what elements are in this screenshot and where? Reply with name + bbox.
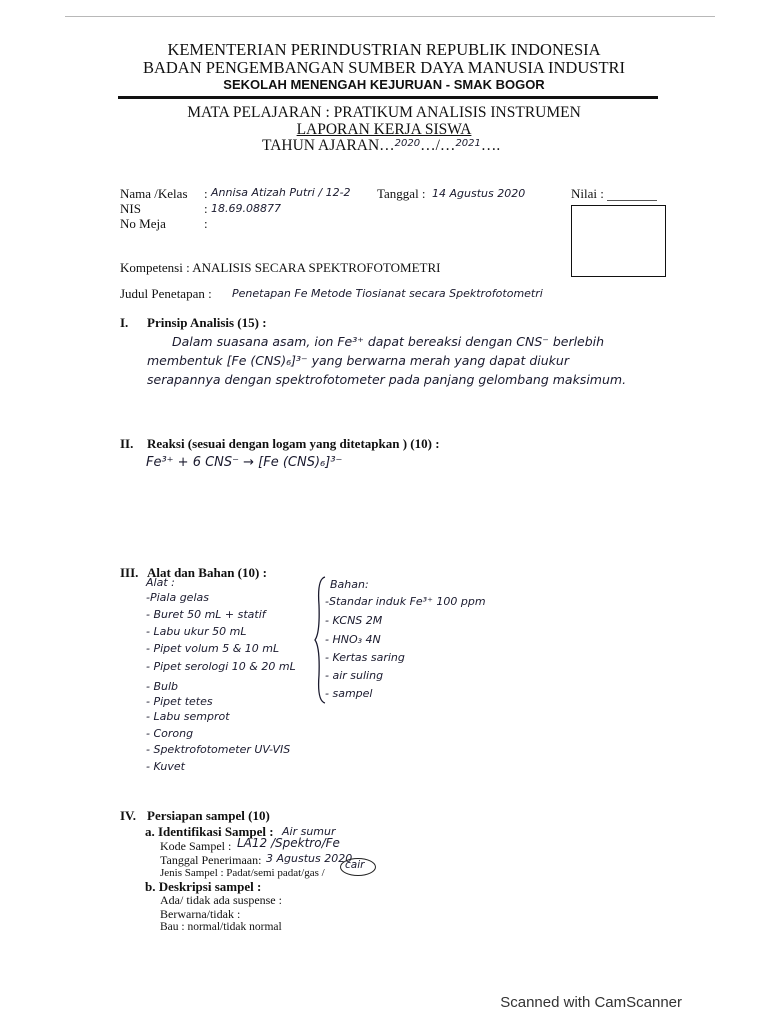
- sample-id-label: a. Identifikasi Sampel :: [145, 824, 274, 839]
- header-agency: BADAN PENGEMBANGAN SUMBER DAYA MANUSIA INDUSTRI: [142, 58, 626, 77]
- section2-number: II.: [120, 436, 134, 451]
- name-label: Nama /Kelas: [120, 186, 188, 201]
- nis-value: 18.69.08877: [211, 202, 281, 215]
- sample-type-label: Jenis Sampel : Padat/semi padat/gas /: [160, 867, 325, 879]
- nis-sep: :: [204, 201, 208, 216]
- material-item: - HNO₃ 4N: [325, 633, 381, 646]
- tool-item: - Buret 50 mL + statif: [146, 608, 266, 621]
- section1-number: I.: [120, 315, 129, 330]
- report-title: LAPORAN KERJA SISWA: [296, 121, 472, 138]
- grade-underline: [607, 200, 657, 201]
- receipt-date-value: 3 Agustus 2020: [266, 852, 353, 865]
- description-line: Berwarna/tidak :: [160, 907, 241, 921]
- date-value: 14 Agustus 2020: [432, 187, 526, 200]
- school-year-end: 2021: [455, 138, 481, 149]
- assay-title-label: Judul Penetapan :: [120, 286, 212, 301]
- materials-header: Bahan:: [330, 578, 369, 591]
- tool-item: - Pipet volum 5 & 10 mL: [146, 642, 280, 655]
- date-label: Tanggal :: [377, 186, 426, 201]
- material-item: - air suling: [325, 669, 384, 682]
- school-year-sep: …/…: [420, 137, 456, 154]
- principle-line: Dalam suasana asam, ion Fe³⁺ dapat bereaksi dengan CNS⁻ berlebih: [172, 334, 605, 349]
- table-number-sep: :: [204, 216, 208, 231]
- header-ministry: KEMENTERIAN PERINDUSTRIAN REPUBLIK INDONESIA: [167, 40, 601, 59]
- sample-code-label: Kode Sampel :: [160, 839, 232, 853]
- section2-title: Reaksi (sesuai dengan logam yang ditetapkan ) (10) :: [147, 436, 440, 451]
- description-line: Ada/ tidak ada suspense :: [160, 893, 282, 907]
- name-sep: :: [204, 186, 208, 201]
- sample-type-value: cair: [345, 859, 365, 871]
- material-item: - Kertas saring: [325, 651, 405, 664]
- section3-title: Alat dan Bahan (10) :: [147, 565, 267, 580]
- header-divider: [118, 96, 658, 99]
- sample-description-label: b. Deskripsi sampel :: [145, 879, 262, 894]
- tools-header: Alat :: [146, 576, 175, 589]
- sample-id-value: Air sumur: [282, 825, 336, 838]
- assay-title-value: Penetapan Fe Metode Tiosianat secara Spektrofotometri: [232, 287, 543, 300]
- tool-item: - Pipet serologi 10 & 20 mL: [146, 660, 296, 673]
- school-year: [262, 137, 500, 155]
- school-year-start: 2020: [394, 138, 421, 149]
- school-year-tail: ….: [480, 137, 501, 154]
- tool-item: - Bulb: [146, 680, 179, 693]
- material-item: - KCNS 2M: [325, 614, 383, 627]
- scan-border-line: [65, 16, 715, 17]
- subject-title: MATA PELAJARAN : PRATIKUM ANALISIS INSTRUMEN: [187, 104, 581, 121]
- description-line: Bau : normal/tidak normal: [160, 921, 282, 933]
- scanner-watermark: Scanned with CamScanner: [500, 994, 682, 1011]
- grade-label: Nilai :: [571, 186, 604, 201]
- tool-item: - Corong: [146, 727, 194, 740]
- material-item: -Standar induk Fe³⁺ 100 ppm: [325, 595, 486, 608]
- material-item: - sampel: [325, 687, 373, 700]
- receipt-date-label: Tanggal Penerimaan:: [160, 853, 262, 867]
- nis-label: NIS: [120, 201, 141, 216]
- section1-title: Prinsip Analisis (15) :: [147, 315, 267, 330]
- name-value: Annisa Atizah Putri / 12-2: [211, 186, 351, 199]
- grade-box: [571, 205, 666, 277]
- table-number-label: No Meja: [120, 216, 166, 231]
- section3-number: III.: [120, 565, 139, 580]
- tool-item: - Labu semprot: [146, 710, 230, 723]
- section4-number: IV.: [120, 808, 137, 823]
- section4-title: Persiapan sampel (10): [147, 808, 270, 823]
- sample-code-value: LA12 /Spektro/Fe: [237, 836, 340, 850]
- tool-item: - Spektrofotometer UV-VIS: [146, 743, 291, 756]
- tool-item: - Pipet tetes: [146, 695, 213, 708]
- header-school: SEKOLAH MENENGAH KEJURUAN - SMAK BOGOR: [223, 77, 545, 92]
- reaction-equation: Fe³⁺ + 6 CNS⁻ → [Fe (CNS)₆]³⁻: [146, 455, 343, 470]
- tool-item: - Labu ukur 50 mL: [146, 625, 247, 638]
- principle-line: serapannya dengan spektrofotometer pada panjang gelombang maksimum.: [147, 372, 627, 387]
- principle-line: membentuk [Fe (CNS)₆]³⁻ yang berwarna merah yang dapat diukur: [147, 353, 569, 368]
- competency: Kompetensi : ANALISIS SECARA SPEKTROFOTOMETRI: [120, 260, 441, 275]
- school-year-label: TAHUN AJARAN…: [262, 137, 395, 154]
- tool-item: - Kuvet: [146, 760, 185, 773]
- tool-item: -Piala gelas: [146, 591, 209, 604]
